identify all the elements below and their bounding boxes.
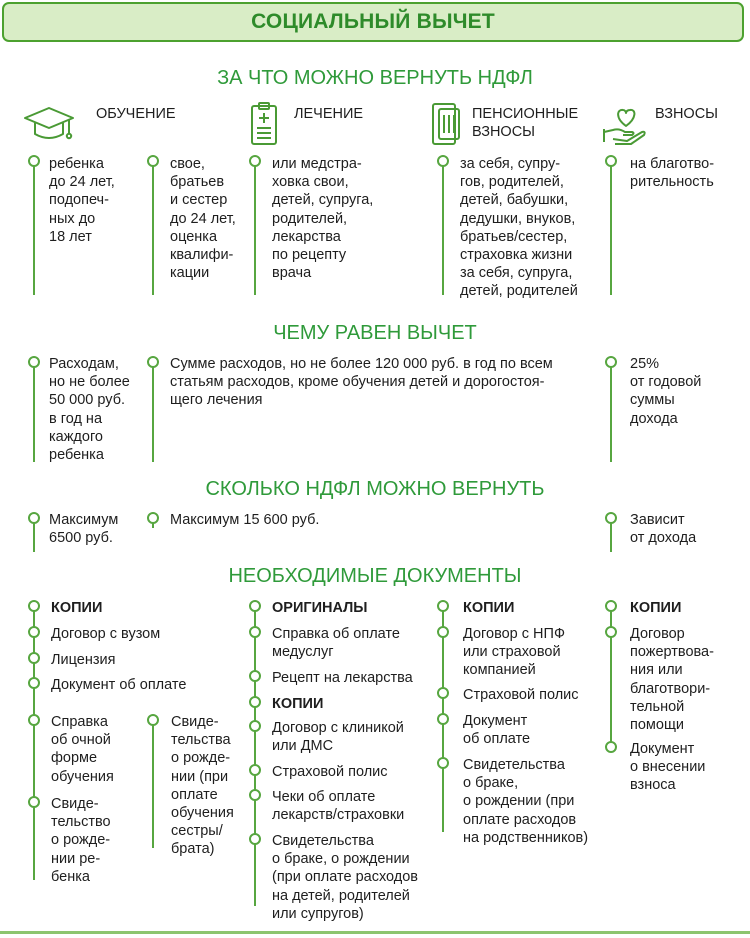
timeline-dot xyxy=(147,155,159,167)
doc-item: Лицензия xyxy=(51,652,116,668)
timeline-line xyxy=(254,606,256,906)
timeline-dot xyxy=(147,714,159,726)
doc-item: Страховой полис xyxy=(272,764,388,780)
doc-item: Свидетельства о браке, о рождении (при оплате расходов на детей, родителей или супругов) xyxy=(272,833,419,922)
item-charity: на благотво- рительность xyxy=(630,156,715,191)
refund-edu: Максимум 6500 руб. xyxy=(49,512,119,547)
section-heading-docs: НЕОБХОДИМЫЕ ДОКУМЕНТЫ xyxy=(228,565,522,587)
doc-item: Договор с клиникой или ДМС xyxy=(272,720,404,755)
timeline-line xyxy=(610,160,612,295)
timeline-line xyxy=(254,160,256,295)
item-pension: за себя, супру- гов, родителей, детей, бабушки, дедушки, внуков, братьев/сестер, страховка жизни за себя, супруга, детей, родителей xyxy=(460,156,578,300)
category-charity: ВЗНОСЫ xyxy=(655,106,719,122)
category-pension: ПЕНСИОННЫЕ ВЗНОСЫ xyxy=(472,106,579,140)
timeline-line xyxy=(152,362,154,462)
timeline-dot xyxy=(605,155,617,167)
doc-item: Свидетельства о браке, о рождении (при оплате расходов на родственников) xyxy=(463,757,589,846)
timeline-dot xyxy=(249,155,261,167)
timeline-line xyxy=(610,362,612,462)
amount-edu: Расходам, но не более 50 000 руб. в год на каждого ребенка xyxy=(49,356,130,464)
docs-col2-originals-header: ОРИГИНАЛЫ xyxy=(272,600,368,616)
doc-item: Документ об оплате xyxy=(51,677,187,693)
timeline-line xyxy=(152,160,154,295)
timeline-dot xyxy=(28,155,40,167)
timeline-dot xyxy=(437,687,449,699)
docs-col3-header: КОПИИ xyxy=(463,600,515,616)
timeline-dot xyxy=(147,356,159,368)
timeline-dot xyxy=(28,356,40,368)
bottom-divider xyxy=(0,931,750,934)
doc-item-siblings-birth: Свиде- тельства о рожде- нии (при оплате обучения сестры/ брата) xyxy=(171,714,234,858)
timeline-dot xyxy=(437,600,449,612)
amount-general: Сумме расходов, но не более 120 000 руб. в год по всем статьям расходов, кроме обучения детей и дорогостоя- щего лечения xyxy=(170,356,553,409)
doc-item: Страховой полис xyxy=(463,687,579,703)
timeline-dot xyxy=(605,600,617,612)
timeline-dot xyxy=(437,757,449,769)
doc-item: Справка об оплате медуслуг xyxy=(272,626,400,661)
timeline-dot xyxy=(28,626,40,638)
item-edu-self: свое, братьев и сестер до 24 лет, оценка квалифи- кации xyxy=(170,156,236,282)
timeline-dot xyxy=(28,512,40,524)
timeline-dot xyxy=(28,652,40,664)
docs-col2-copies-header: КОПИИ xyxy=(272,696,324,712)
timeline-dot xyxy=(147,512,159,524)
item-edu-children: ребенка до 24 лет, подопеч- ных до 18 лет xyxy=(49,156,115,245)
timeline-line xyxy=(152,720,154,848)
doc-item: Договор с вузом xyxy=(51,626,161,642)
timeline-dot xyxy=(249,600,261,612)
timeline-dot xyxy=(249,764,261,776)
timeline-dot xyxy=(605,741,617,753)
title-banner xyxy=(2,2,744,42)
doc-item: Справка об очной форме обучения xyxy=(51,714,114,785)
section-heading-what: ЗА ЧТО МОЖНО ВЕРНУТЬ НДФЛ xyxy=(217,67,533,89)
timeline-dot xyxy=(28,677,40,689)
section-heading-amount: ЧЕМУ РАВЕН ВЫЧЕТ xyxy=(273,322,477,344)
refund-charity: Зависит от дохода xyxy=(630,512,697,547)
timeline-dot xyxy=(28,714,40,726)
timeline-line xyxy=(33,362,35,462)
page-title: СОЦИАЛЬНЫЙ ВЫЧЕТ xyxy=(251,10,495,33)
doc-item: Договор пожертвова- ния или благотвори- тельной помощи xyxy=(630,626,714,734)
pension-card-icon xyxy=(430,101,464,147)
timeline-dot xyxy=(437,626,449,638)
timeline-line xyxy=(442,160,444,295)
timeline-dot xyxy=(605,356,617,368)
timeline-dot xyxy=(249,789,261,801)
timeline-dot xyxy=(249,696,261,708)
timeline-dot xyxy=(249,626,261,638)
doc-item: Рецепт на лекарства xyxy=(272,670,413,686)
timeline-line xyxy=(33,160,35,295)
timeline-dot xyxy=(249,720,261,732)
timeline-dot xyxy=(249,833,261,845)
timeline-dot xyxy=(28,796,40,808)
doc-item: Документ об оплате xyxy=(463,713,531,748)
doc-item: Договор с НПФ или страховой компанией xyxy=(463,626,565,679)
item-medical: или медстра- ховка свои, детей, супруга, родителей, лекарства по рецепту врача xyxy=(272,156,374,282)
medical-card-icon xyxy=(249,101,279,147)
category-medical: ЛЕЧЕНИЕ xyxy=(294,106,364,122)
doc-item: Свиде- тельство о рожде- нии ре- бенка xyxy=(51,796,111,885)
graduation-cap-icon xyxy=(22,104,76,146)
timeline-dot xyxy=(605,626,617,638)
timeline-line xyxy=(33,606,35,880)
heart-hand-icon xyxy=(601,104,649,146)
timeline-dot xyxy=(28,600,40,612)
docs-col4-header: КОПИИ xyxy=(630,600,682,616)
timeline-dot xyxy=(249,670,261,682)
section-heading-refund: СКОЛЬКО НДФЛ МОЖНО ВЕРНУТЬ xyxy=(205,478,545,500)
timeline-dot xyxy=(437,713,449,725)
timeline-dot xyxy=(605,512,617,524)
amount-charity: 25% от годовой суммы дохода xyxy=(630,356,702,427)
doc-item: Чеки об оплате лекарств/страховки xyxy=(272,789,405,824)
timeline-dot xyxy=(437,155,449,167)
docs-col1-header: КОПИИ xyxy=(51,600,103,616)
category-education: ОБУЧЕНИЕ xyxy=(96,106,176,122)
doc-item: Документ о внесении взноса xyxy=(630,741,706,794)
refund-general: Максимум 15 600 руб. xyxy=(170,512,320,528)
